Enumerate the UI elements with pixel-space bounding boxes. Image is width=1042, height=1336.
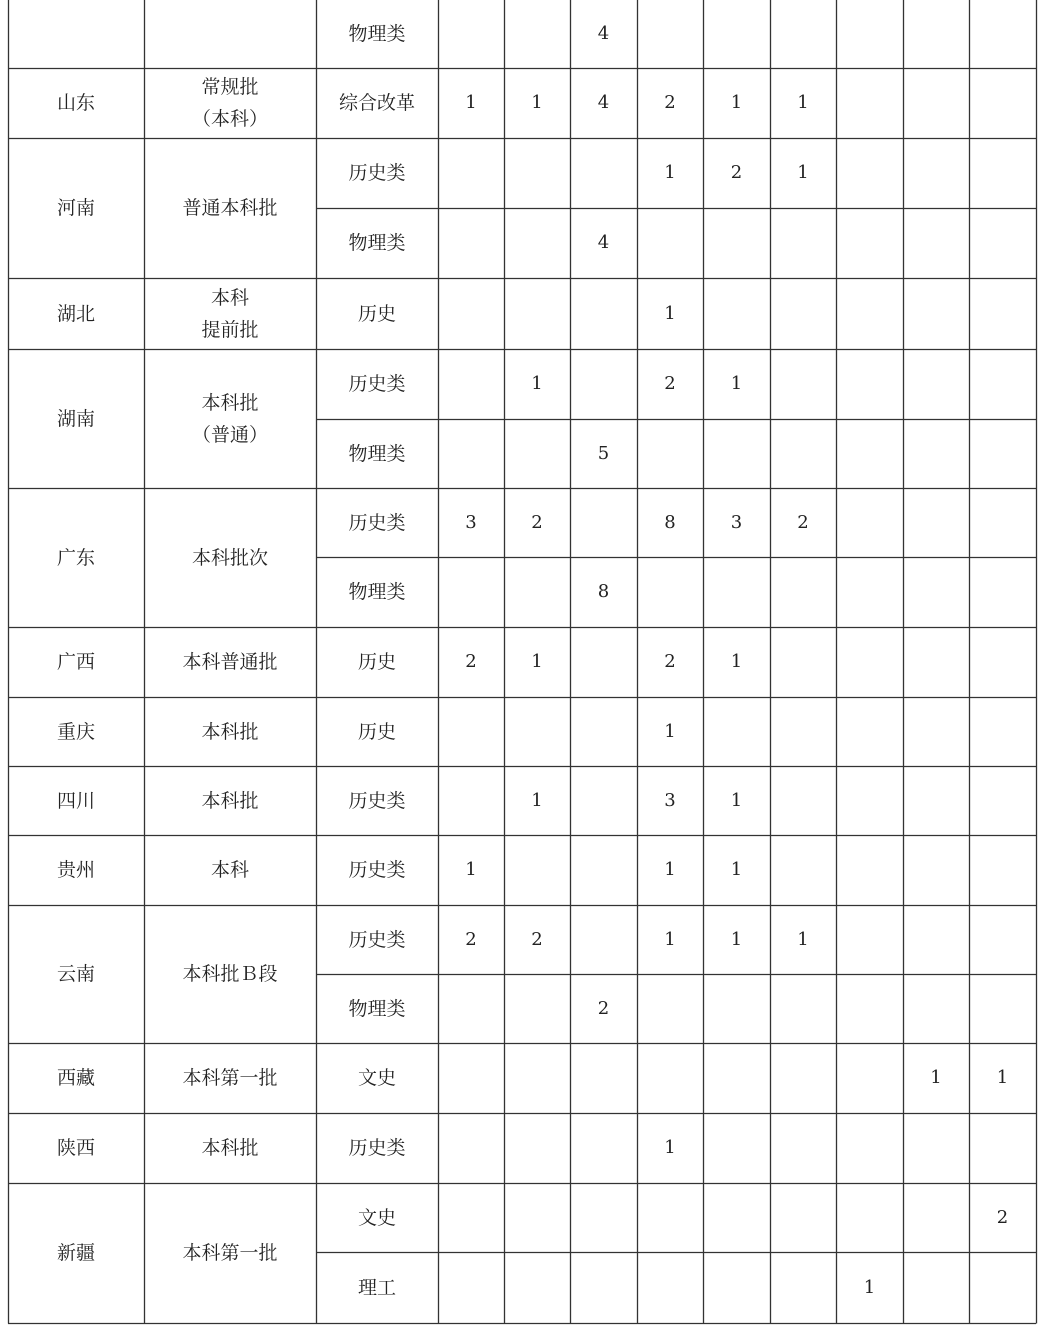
value-cell: 4: [597, 23, 610, 44]
value-cell: 1: [531, 789, 543, 811]
batch-cell: 本科: [210, 859, 249, 881]
batch-cell: 本科批Ｂ段: [182, 963, 278, 985]
province-cell: 湖北: [56, 302, 95, 325]
province-cell: 陕西: [56, 1137, 95, 1159]
value-cell: 1: [664, 928, 676, 950]
value-cell: 2: [597, 997, 610, 1019]
province-cell: 湖南: [56, 407, 95, 430]
batch-cell: 本科 提前批: [201, 286, 259, 341]
batch-cell: 本科批: [201, 1137, 259, 1159]
province-cell: 广西: [56, 651, 95, 673]
subject-cell: 物理类: [348, 997, 406, 1020]
value-cell: 1: [465, 92, 477, 113]
batch-cell: 普通本科批: [182, 197, 278, 219]
value-cell: 3: [465, 511, 477, 533]
value-cell: 1: [730, 928, 743, 950]
value-cell: 2: [531, 511, 543, 533]
value-cell: 3: [664, 789, 676, 811]
value-cell: 1: [664, 302, 676, 324]
value-cell: 1: [465, 859, 477, 880]
batch-cell: 本科普通批: [182, 651, 278, 673]
subject-cell: 历史类: [348, 928, 406, 951]
batch-cell: 本科第一批: [182, 1242, 278, 1264]
value-cell: 2: [664, 651, 676, 672]
value-cell: 2: [465, 651, 477, 672]
subject-cell: 历史类: [348, 373, 406, 395]
value-cell: 2: [531, 928, 543, 950]
subject-cell: 历史: [357, 302, 396, 325]
subject-cell: 文史: [357, 1206, 396, 1229]
value-cell: 1: [930, 1067, 942, 1088]
subject-cell: 物理类: [348, 442, 406, 465]
value-cell: 1: [797, 92, 809, 113]
batch-cell: 本科批: [201, 789, 259, 812]
subject-cell: 物理类: [348, 23, 406, 45]
value-cell: 2: [664, 92, 676, 113]
value-cell: 1: [664, 162, 676, 183]
value-cell: 1: [531, 373, 543, 394]
value-cell: 5: [597, 442, 610, 464]
subject-cell: 历史类: [348, 859, 406, 881]
value-cell: 2: [465, 928, 477, 950]
value-cell: 1: [531, 92, 543, 113]
value-cell: 8: [597, 581, 610, 602]
value-cell: 1: [730, 789, 743, 811]
value-cell: 1: [664, 1137, 676, 1158]
value-cell: 2: [996, 1206, 1009, 1228]
province-cell: 山东: [56, 92, 95, 114]
subject-cell: 历史类: [348, 511, 406, 534]
value-cell: 1: [996, 1067, 1009, 1088]
province-cell: 贵州: [56, 859, 95, 881]
value-cell: 4: [597, 232, 610, 253]
subject-cell: 历史类: [348, 162, 406, 184]
subject-cell: 历史类: [348, 789, 406, 812]
subject-cell: 综合改革: [338, 92, 415, 114]
value-cell: 1: [531, 651, 543, 672]
subject-cell: 理工: [357, 1276, 396, 1299]
province-cell: 四川: [56, 789, 95, 812]
subject-cell: 历史: [357, 720, 396, 743]
value-cell: 1: [797, 928, 809, 950]
batch-cell: 本科批 （普通）: [191, 391, 268, 446]
province-cell: 西藏: [56, 1067, 95, 1089]
province-cell: 广东: [56, 546, 95, 569]
province-cell: 河南: [56, 197, 95, 219]
batch-cell: 本科批: [201, 720, 259, 743]
value-cell: 2: [730, 162, 743, 183]
value-cell: 1: [797, 162, 809, 183]
value-cell: 3: [730, 511, 743, 533]
value-cell: 2: [664, 373, 676, 394]
value-cell: 1: [730, 373, 743, 394]
province-cell: 云南: [56, 963, 95, 985]
value-cell: 1: [730, 859, 743, 880]
subject-cell: 历史类: [348, 1137, 406, 1159]
value-cell: 1: [730, 92, 743, 113]
value-cell: 1: [664, 720, 676, 742]
province-cell: 新疆: [56, 1242, 95, 1264]
batch-cell: 本科第一批: [182, 1067, 278, 1089]
batch-cell: 本科批次: [191, 546, 268, 569]
subject-cell: 历史: [357, 651, 396, 673]
province-cell: 重庆: [56, 720, 95, 743]
subject-cell: 物理类: [348, 581, 406, 603]
value-cell: 2: [797, 511, 809, 533]
value-cell: 1: [863, 1276, 876, 1298]
value-cell: 8: [664, 511, 676, 533]
value-cell: 1: [730, 651, 743, 672]
subject-cell: 文史: [357, 1067, 396, 1089]
value-cell: 1: [664, 859, 676, 880]
batch-cell: 常规批 （本科）: [191, 76, 268, 130]
subject-cell: 物理类: [348, 232, 406, 254]
value-cell: 4: [597, 92, 610, 113]
